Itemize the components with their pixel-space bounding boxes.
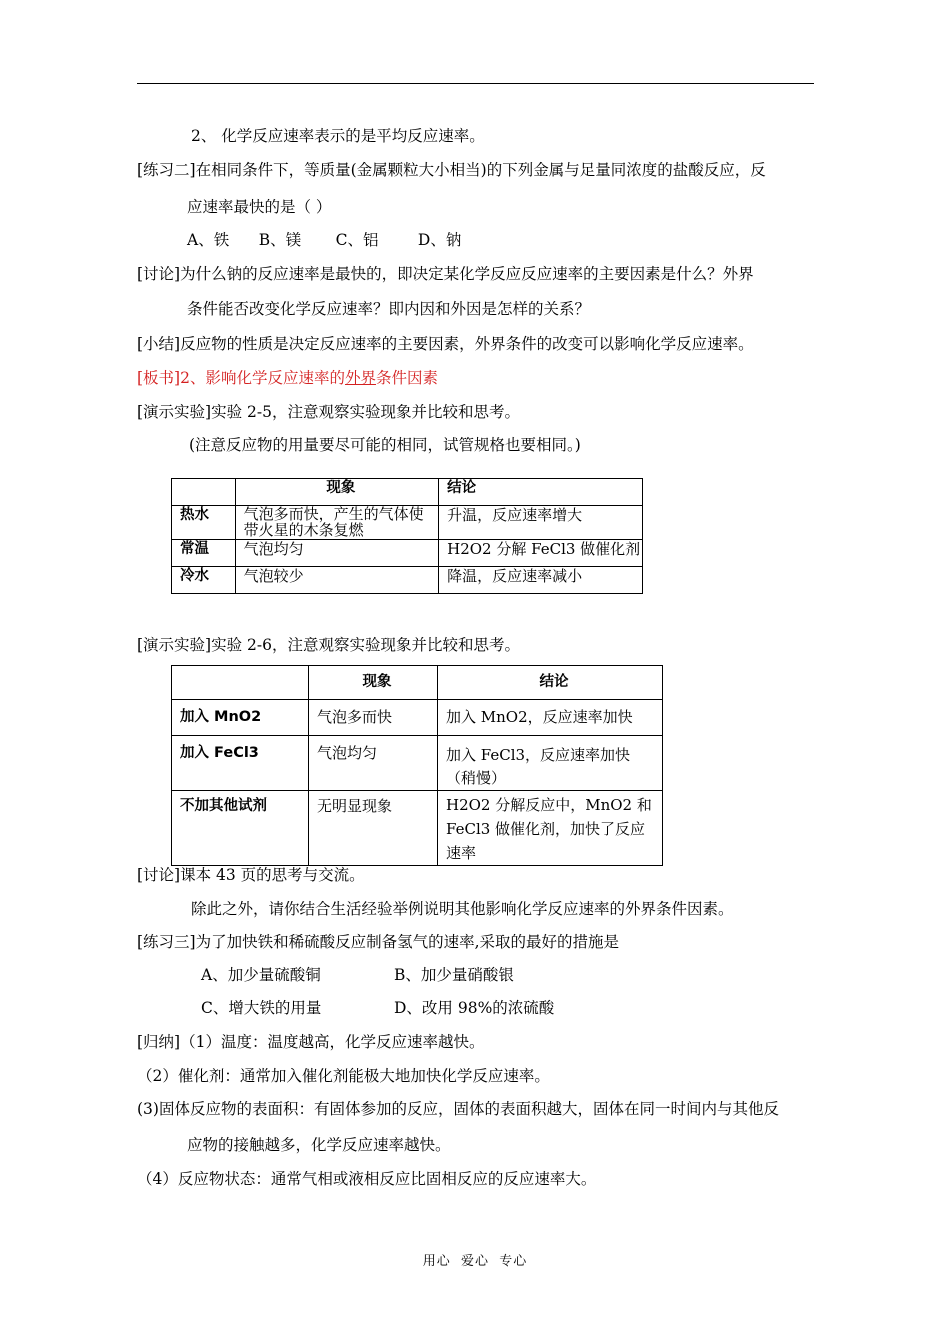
text-line: 应速率最快的是（ ） xyxy=(187,198,332,216)
option-b: B、加少量硝酸银 xyxy=(394,966,514,984)
header-rule xyxy=(137,83,814,84)
cell-phenomenon: 气泡较少 xyxy=(235,567,439,594)
text-line: （2）催化剂：通常加入催化剂能极大地加快化学反应速率。 xyxy=(137,1067,550,1085)
cell-conclusion: 加入 MnO2，反应速率加快 xyxy=(438,700,663,736)
table-row xyxy=(172,540,643,567)
row-label: 冷水 xyxy=(172,567,236,594)
discussion-2: [讨论]课本 43 页的思考与交流。 xyxy=(137,866,365,884)
cell-phenomenon: 气泡多而快，产生的气体使带火星的木条复燃 xyxy=(235,506,439,540)
table-row xyxy=(172,506,643,540)
table-row xyxy=(172,700,663,736)
cell-conclusion: H2O2 分解 FeCl3 做催化剂 xyxy=(439,540,643,567)
cell-phenomenon: 气泡均匀 xyxy=(235,540,439,567)
option-a: A、加少量硫酸铜 xyxy=(201,966,321,984)
exercise-two-options: A、铁 B、镁 C、铝 D、钠 xyxy=(187,231,462,249)
cell-conclusion: 升温，反应速率增大 xyxy=(439,506,643,540)
cell-phenomenon: 气泡均匀 xyxy=(309,736,438,791)
option-d: D、改用 98%的浓硫酸 xyxy=(394,999,555,1017)
text-line: (3)固体反应物的表面积：有固体参加的反应，固体的表面积越大，固体在同一时间内与其他反 xyxy=(137,1100,779,1118)
cell-conclusion: 降温，反应速率减小 xyxy=(439,567,643,594)
demo-experiment-2-5: [演示实验]实验 2-5，注意观察实验现象并比较和思考。 xyxy=(137,403,520,421)
text-line: 除此之外，请你结合生活经验举例说明其他影响化学反应速率的外界条件因素。 xyxy=(191,900,734,918)
option-c: C、增大铁的用量 xyxy=(201,999,322,1017)
row-label: 不加其他试剂 xyxy=(172,791,309,866)
text-line: 条件能否改变化学反应速率？即内因和外因是怎样的关系？ xyxy=(187,300,591,318)
discussion: [讨论]为什么钠的反应速率是最快的，即决定某化学反应反应速率的主要因素是什么？外界 xyxy=(137,265,754,283)
experiment-table-1 xyxy=(171,478,643,594)
row-label: 常温 xyxy=(172,540,236,567)
blackboard-heading: [板书]2、影响化学反应速率的外界条件因素 xyxy=(137,369,438,387)
row-label: 加入 MnO2 xyxy=(172,700,309,736)
experiment-table-2 xyxy=(171,665,663,866)
exercise-two: [练习二]在相同条件下，等质量(金属颗粒大小相当)的下列金属与足量同浓度的盐酸反应，反 xyxy=(137,161,766,179)
row-label: 加入 FeCl3 xyxy=(172,736,309,791)
table-header: 结论 xyxy=(438,666,663,700)
table-row xyxy=(172,567,643,594)
table-header: 现象 xyxy=(309,666,438,700)
cell-conclusion: 加入 FeCl3，反应速率加快（稍慢） xyxy=(438,736,663,791)
table-header: 现象 xyxy=(235,479,439,506)
cell-phenomenon: 无明显现象 xyxy=(309,791,438,866)
table-row xyxy=(172,791,663,866)
cell-phenomenon: 气泡多而快 xyxy=(309,700,438,736)
table-header: 结论 xyxy=(439,479,643,506)
exercise-three: [练习三]为了加快铁和稀硫酸反应制备氢气的速率,采取的最好的措施是 xyxy=(137,933,620,951)
demo-experiment-2-6: [演示实验]实验 2-6，注意观察实验现象并比较和思考。 xyxy=(137,636,520,654)
summary: [小结]反应物的性质是决定反应速率的主要因素，外界条件的改变可以影响化学反应速率。 xyxy=(137,335,754,353)
text-line: 2、 化学反应速率表示的是平均反应速率。 xyxy=(191,127,485,145)
induction: [归纳]（1）温度：温度越高，化学反应速率越快。 xyxy=(137,1033,485,1051)
page-footer: 用心 爱心 专心 xyxy=(422,1254,528,1269)
text-line: (注意反应物的用量要尽可能的相同，试管规格也要相同。) xyxy=(189,436,581,454)
row-label: 热水 xyxy=(172,506,236,540)
text-line: （4）反应物状态：通常气相或液相反应比固相反应的反应速率大。 xyxy=(137,1170,597,1188)
table-row xyxy=(172,736,663,791)
cell-conclusion: H2O2 分解反应中，MnO2 和 FeCl3 做催化剂，加快了反应速率 xyxy=(438,791,663,866)
text-line: 应物的接触越多，化学反应速率越快。 xyxy=(187,1136,451,1154)
